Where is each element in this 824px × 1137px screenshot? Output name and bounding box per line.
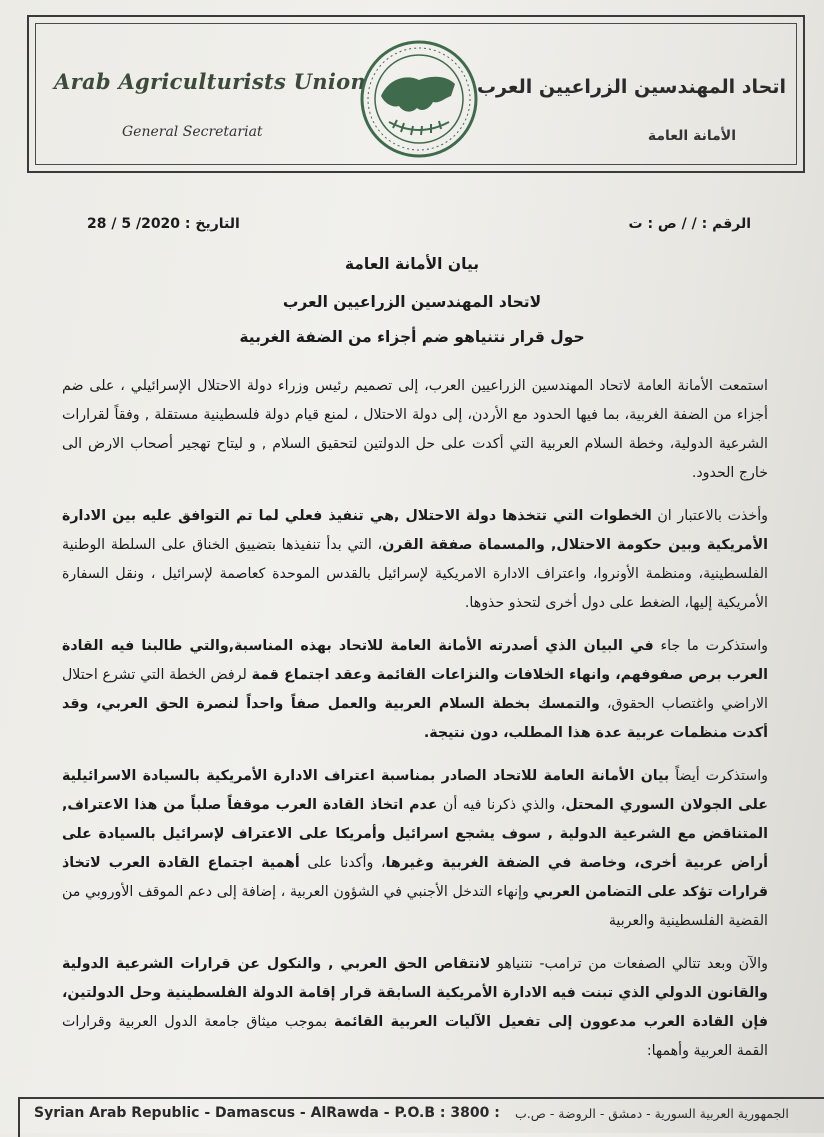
date-value: 28 / 5 /2020 [87,216,181,232]
paragraph-3-text: واستذكرت ما جاء [653,638,768,654]
paragraph-3-bold: والتمسك بخطة السلام العربية والعمل صفاً واحداً لنصرة الحق العربي، وقد أكدت منظمات عربية عدة هذا المطلب، دون نتيجة. [62,696,768,741]
paragraph-5-bold: لانتقاص الحق العربي , والنكول عن قرارات الشرعية الدولية والقانون الدولي الذي تبنت فيه الادارة الأمريكية السابقة قرار إقامة الدولة الفلسطينية وحل الدولتين، فإن القادة العرب مدعوون إلى تفعيل الآليات العربية القائمة [62,956,768,1030]
paragraph-4-bold: عدم اتخاذ القادة العرب موقفاً صلباً من هذا الاعتراف, المتناقض مع الشرعية الدولية , سوف يشجع اسرائيل وأمريكا على الاعتراف لإسرائيل بالسيادة على أراض عربية أخرى، وخاصة في الضفة الغربية وغيرها [62,797,768,871]
paragraph-2-bold: الخطوات التي تتخذها دولة الاحتلال ,هي تنفيذ فعلي لما تم التوافق عليه بين الادارة الأمريكية وبين حكومة الاحتلال, والمسماة صفقة القرن [62,508,768,553]
reference-number: الرقم : / / ص : ت [628,216,751,232]
date-line [87,216,240,232]
paragraph-1: استمعت الأمانة العامة لاتحاد المهندسين الزراعيين العرب، إلى تصميم رئيس وزراء دولة الاحتلال الإسرائيلي ، على ضم أجزاء من الضفة الغربية، بما فيها الحدود مع الأردن، إلى دولة الاحتلال ، لمنع قيام دولة فلسطينية مستقلة , وفقاً لقرارات الشرعية الدولية، وخطة السلام العربية التي أكدت على حل الدولتين لتحقيق السلام , و ليتاح تهجير أصحاب الارض الى خارج الحدود. [62,378,768,481]
paragraph-5-text: والآن وبعد تتالي الصفعات من ترامب- نتنياهو [490,956,768,972]
union-seal-icon [359,38,479,160]
paragraph-3-text: لرفض الخطة التي تشرع احتلال الاراضي واغتصاب الحقوق، [62,667,768,712]
paragraph-2-text: وأخذت بالاعتبار ان [651,508,768,524]
paragraph-2 [62,502,768,618]
paragraph-3-bold: في البيان الذي أصدرته الأمانة العامة للاتحاد بهذه المناسبة,والتي طالبنا فيه القادة العرب برص صفوفهم، وانهاء الخلافات والنزاعات القائمة وعقد اجتماع قمة [62,638,768,683]
secretariat-en: General Secretariat [122,124,263,140]
statement-title: بيان الأمانة العامة [344,255,480,273]
date-label: التاريخ : [184,216,240,232]
org-name-ar: اتحاد المهندسين الزراعيين العرب [476,76,786,98]
paragraph-4-text: ، وأكدنا على [299,855,386,871]
org-name-en: Arab Agriculturists Union [54,69,367,94]
footer-address-ar: الجمهورية العربية السورية - دمشق - الروضة - ص.ب [515,1106,789,1121]
paragraph-4-bold: بيان الأمانة العامة للاتحاد الصادر بمناسبة اعتراف الادارة الأمريكية بالسيادة الاسرائيلية على الجولان السوري المحتل [62,768,768,813]
paragraph-4-text: واستذكرت أيضاً [669,768,768,784]
paragraph-4-bold: أهمية اجتماع القادة العرب لاتخاذ قرارات تؤكد على التضامن العربي [62,855,768,900]
statement-subtitle: لاتحاد المهندسين الزراعيين العرب [282,293,542,311]
footer [18,1097,824,1137]
paragraph-5-text: بموجب ميثاق جامعة الدول العربية وقرارات القمة العربية وأهمها: [62,1014,768,1059]
letterhead-inner-border [35,23,797,165]
paragraph-4 [62,762,768,936]
statement-topic: حول قرار نتنياهو ضم أجزاء من الضفة الغربية [239,328,585,346]
secretariat-ar: الأمانة العامة [647,128,736,144]
paragraph-4-text: وإنهاء التدخل الأجنبي في الشؤون العربية ، إضافة إلى دعم الموقف الأوروبي من القضية الفلسطينية والعربية [62,884,768,929]
statement-body [62,372,768,1080]
paragraph-4-text: ، والذي ذكرنا فيه أن [437,797,566,813]
paragraph-3 [62,632,768,748]
paragraph-5 [62,950,768,1066]
footer-address-en: Syrian Arab Republic - Damascus - AlRawda - P.O.B : 3800 : [34,1105,500,1121]
paragraph-2-text: ، التي بدأ تنفيذها بتضييق الخناق على السلطة الوطنية الفلسطينية، ومنظمة الأونروا، واعتراف الادارة الامريكية لإسرائيل بالقدس الموحدة كعاصمة لإسرائيل ، ونقل السفارة الأمريكية إليها، الضغط على دول أخرى لتحذو حذوها. [62,537,768,611]
letterhead [27,15,805,173]
